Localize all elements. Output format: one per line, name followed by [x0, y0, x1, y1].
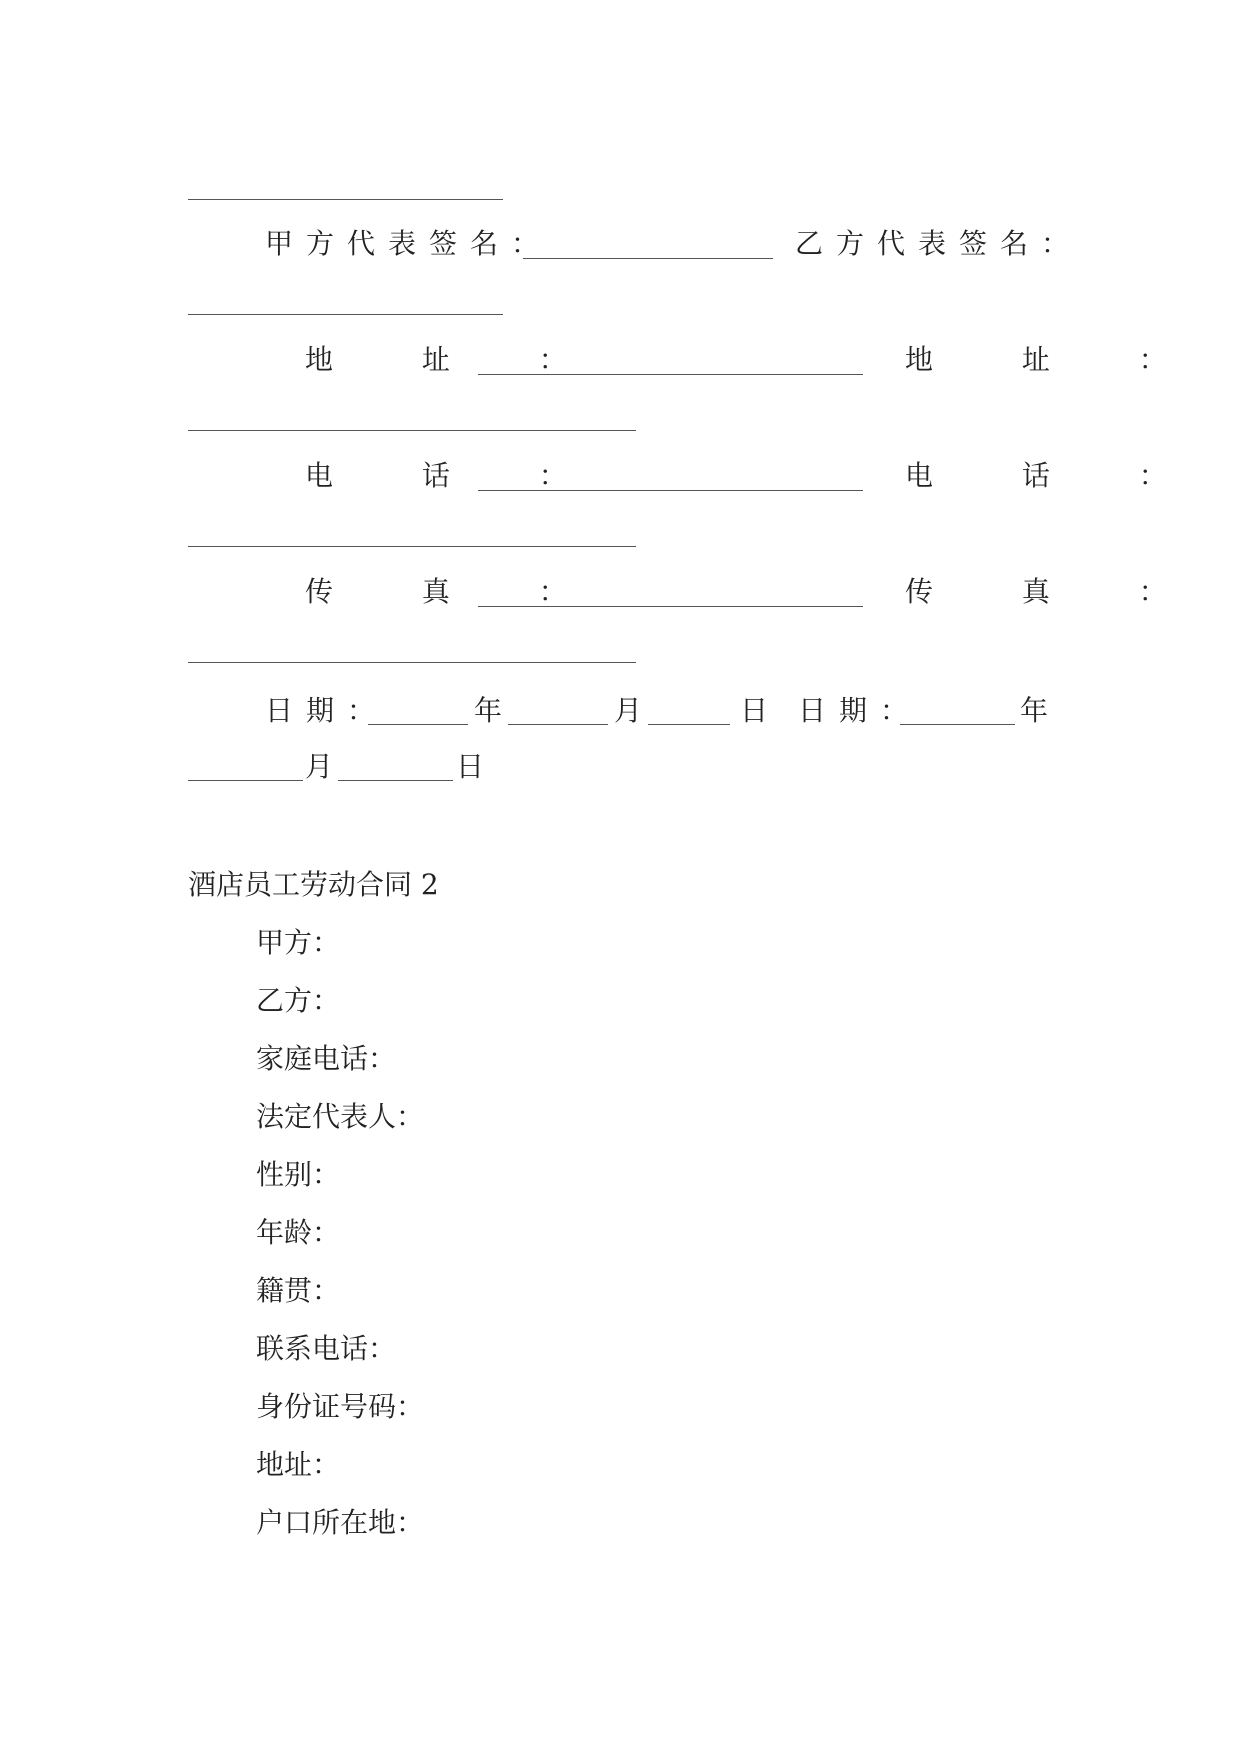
date-a-year-blank[interactable]: [368, 724, 468, 725]
fax-a-blank[interactable]: [478, 606, 863, 607]
address-b-blank[interactable]: [188, 430, 636, 431]
field-legal-rep: 法定代表人：: [256, 1100, 425, 1133]
field-party-a: 甲方：: [256, 926, 341, 959]
date-b-day-blank[interactable]: [338, 780, 453, 781]
phone-b-blank[interactable]: [188, 546, 636, 547]
date-a-label: 日期：: [265, 694, 389, 727]
phone-b-label: 电 话 ：: [905, 459, 1207, 492]
field-contact-phone: 联系电话：: [256, 1332, 397, 1365]
field-id-number: 身份证号码：: [256, 1390, 425, 1423]
date-b-month-unit: 月: [305, 750, 334, 783]
address-a-blank[interactable]: [478, 374, 863, 375]
fax-b-blank[interactable]: [188, 662, 636, 663]
field-party-b: 乙方：: [256, 984, 341, 1017]
field-home-phone: 家庭电话：: [256, 1042, 397, 1075]
date-b-month-blank[interactable]: [188, 780, 303, 781]
address-b-label: 地 址 ：: [905, 343, 1207, 376]
date-b-day-unit: 日: [456, 750, 485, 783]
field-household-registration: 户口所在地：: [256, 1506, 425, 1539]
date-b-year-blank[interactable]: [900, 724, 1015, 725]
date-a-year-unit: 年: [474, 694, 503, 727]
date-a-day-unit: 日: [740, 694, 769, 727]
date-b-label: 日期：: [798, 694, 922, 727]
blank-line: [188, 199, 503, 200]
address-a-label: 地 址 ：: [305, 343, 607, 376]
party-a-rep-label: 甲方代表签名：: [265, 227, 553, 260]
field-gender: 性别：: [256, 1158, 341, 1191]
field-age: 年龄：: [256, 1216, 341, 1249]
fax-b-label: 传 真 ：: [905, 575, 1207, 608]
field-native-place: 籍贯：: [256, 1274, 341, 1307]
phone-a-blank[interactable]: [478, 490, 863, 491]
date-a-month-blank[interactable]: [508, 724, 608, 725]
phone-a-label: 电 话 ：: [305, 459, 607, 492]
date-b-year-unit: 年: [1020, 694, 1049, 727]
party-b-rep-blank[interactable]: [188, 314, 503, 315]
contract-title: 酒店员工劳动合同 2: [188, 868, 439, 901]
date-a-day-blank[interactable]: [648, 724, 730, 725]
party-b-rep-label: 乙方代表签名：: [795, 227, 1083, 260]
fax-a-label: 传 真 ：: [305, 575, 607, 608]
date-a-month-unit: 月: [614, 694, 643, 727]
field-address: 地址：: [256, 1448, 341, 1481]
party-a-rep-blank[interactable]: [523, 258, 773, 259]
